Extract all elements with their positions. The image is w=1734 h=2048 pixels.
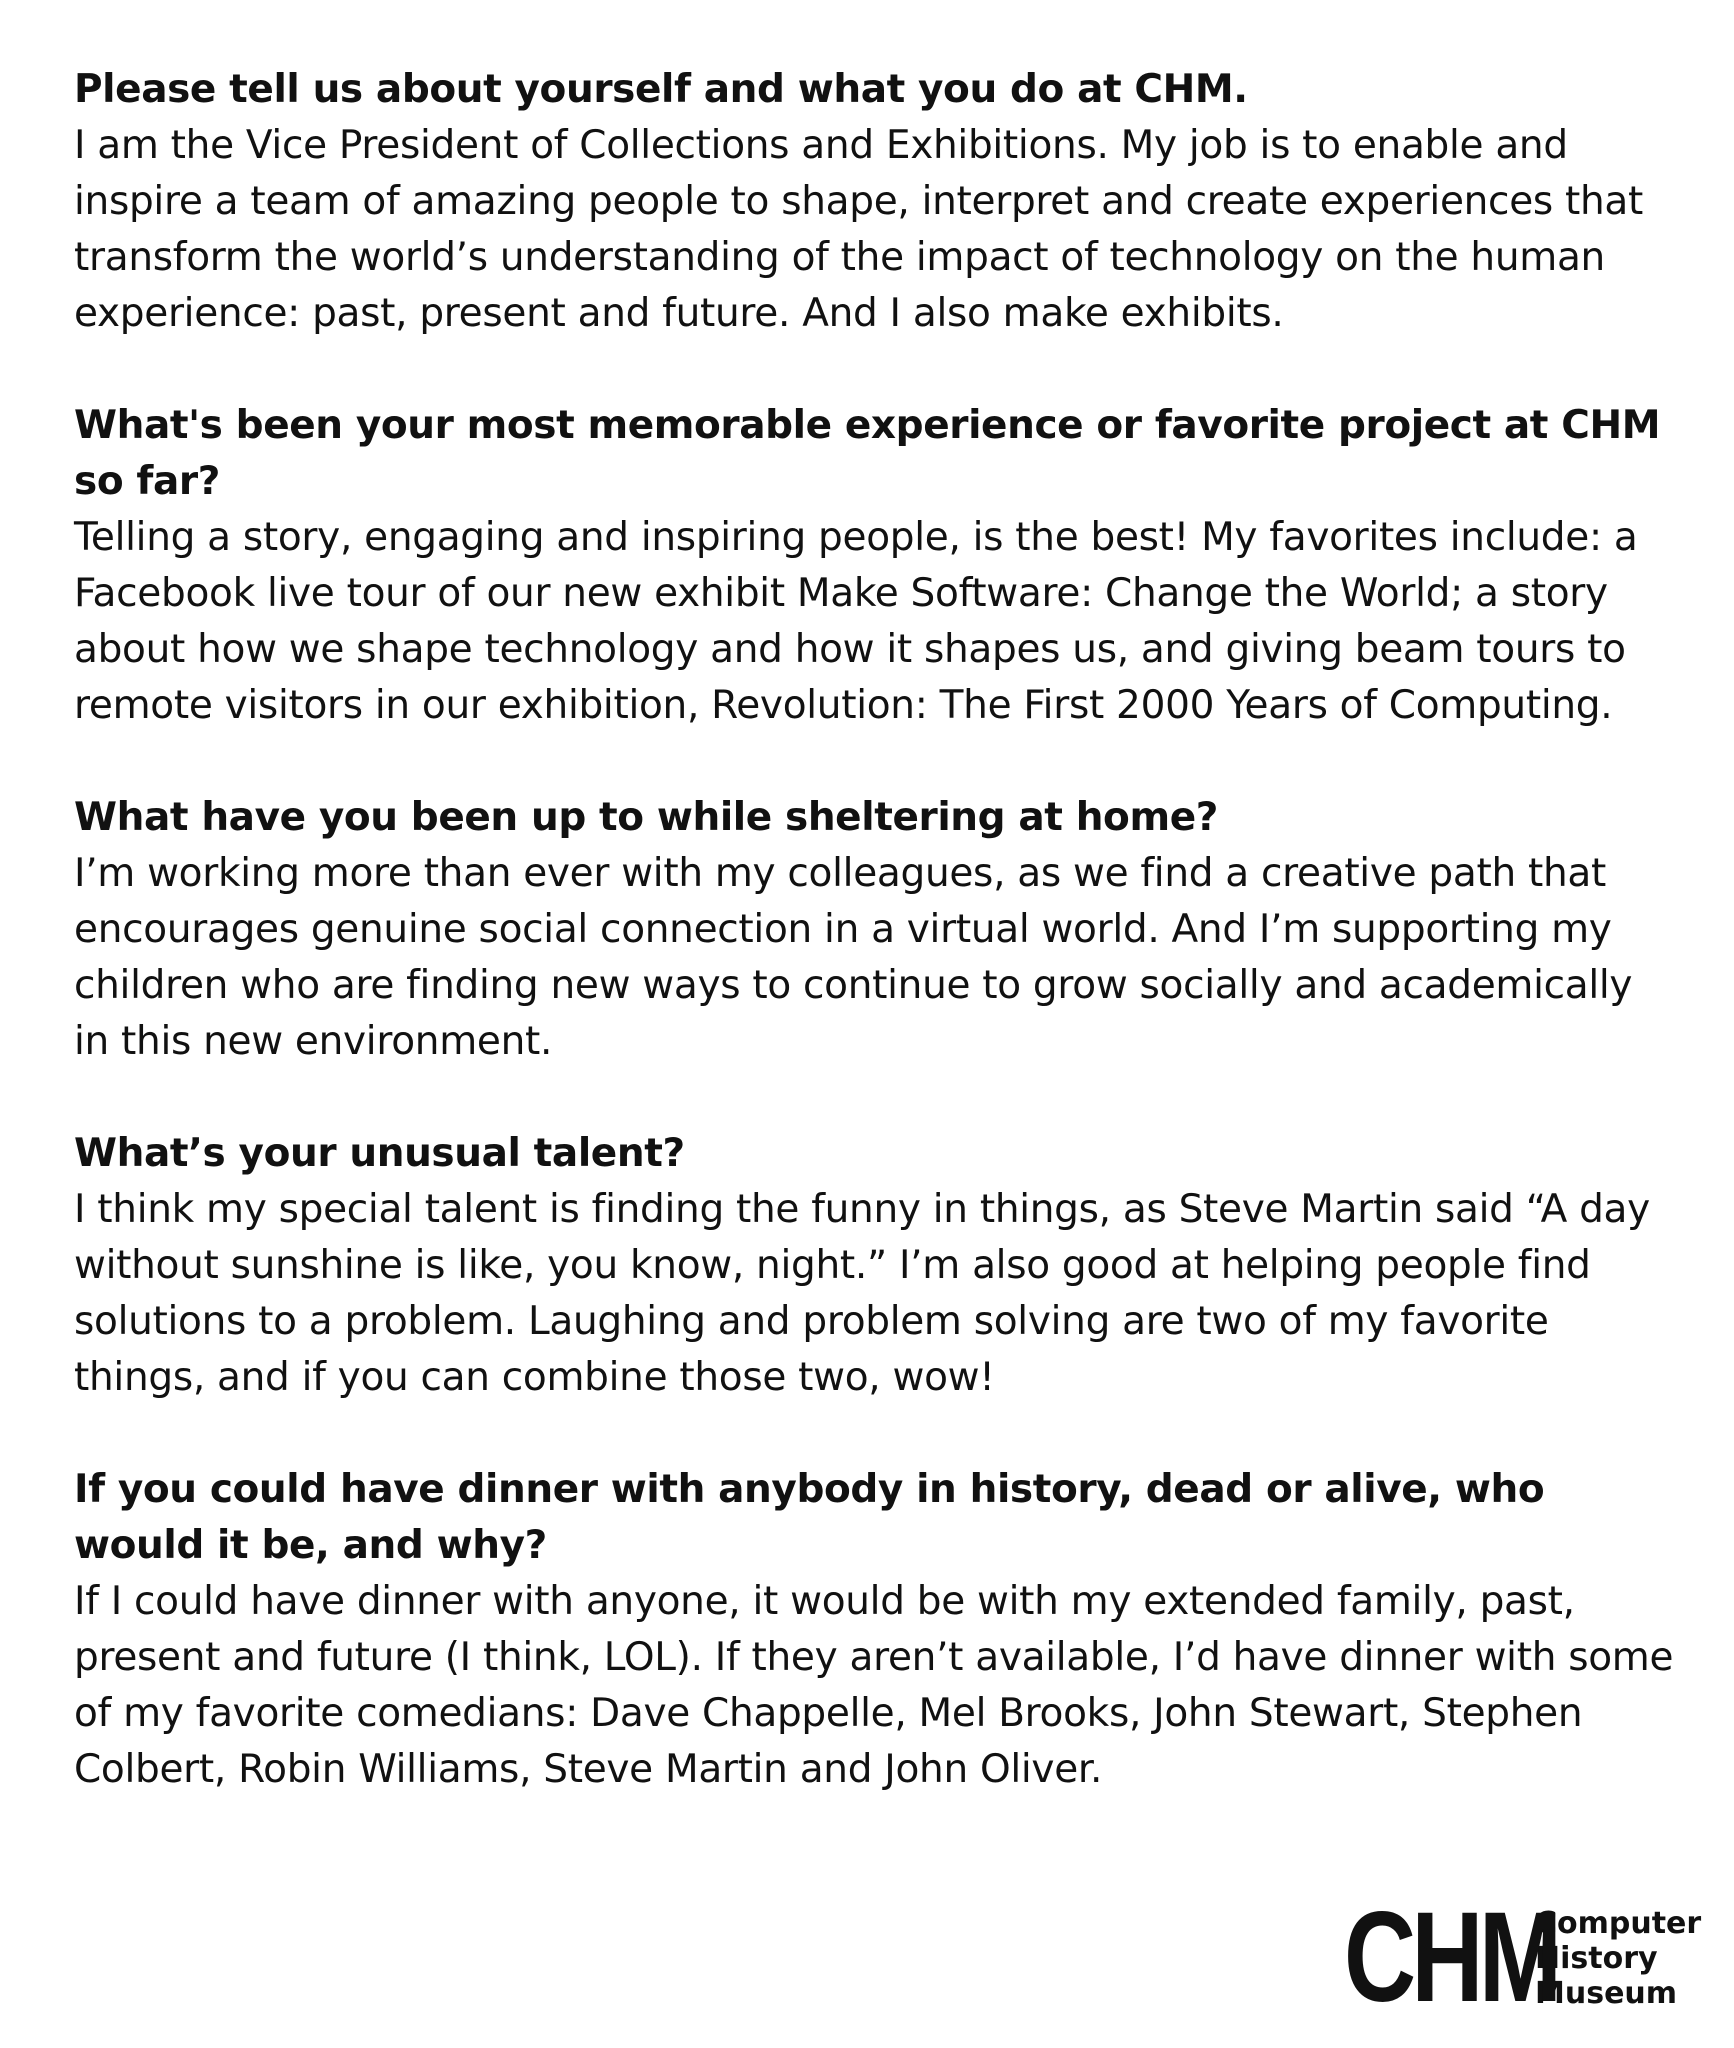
logo-line-museum: Museum: [1535, 1975, 1678, 2011]
logo-line-history: History: [1535, 1940, 1658, 1976]
answer: If I could have dinner with anyone, it would be with my extended family, past, present and future (I think, LOL). If they aren’t available, I’d have dinner with some of my favorite comedians: Dave Chappelle, Mel Brooks, John Stewart, Stephen Colbert, Robin Williams, Steve Martin and John Oliver.: [74, 1579, 1674, 1792]
question: What’s your unusual talent?: [74, 1131, 685, 1176]
chm-logo: [1344, 1886, 1702, 2029]
question: What have you been up to while sheltering at home?: [74, 795, 1218, 840]
logo-wordmark: [1535, 1906, 1701, 2011]
qa-item-dinner-with-anybody: [74, 1462, 1674, 1798]
logo-mark: CHM: [1344, 1886, 1558, 2029]
qa-item-sheltering-at-home: [74, 790, 1674, 1070]
qa-item-memorable-experience: [74, 398, 1674, 734]
logo-line-computer: Computer: [1535, 1905, 1702, 1941]
question: What's been your most memorable experience or favorite project at CHM so far?: [74, 403, 1661, 504]
answer: I am the Vice President of Collections and Exhibitions. My job is to enable and inspire a team of amazing people to shape, interpret and create experiences that transform the world’s understanding of the impact of technology on the human experience: past, present and future. And I also make exhibits.: [74, 123, 1644, 336]
answer: I think my special talent is finding the funny in things, as Steve Martin said “A day without sunshine is like, you know, night.” I’m also good at helping people find solutions to a problem. Laughing and problem solving are two of my favorite things, and if you can combine those two, wow!: [74, 1187, 1650, 1400]
qa-list: [74, 62, 1674, 1854]
answer: Telling a story, engaging and inspiring people, is the best! My favorites include: a Facebook live tour of our new exhibit Make Software: Change the World; a story about how we shape technology and how it shapes us, and giving beam tours to remote visitors in our exhibition, Revolution: The First 2000 Years of Computing.: [74, 515, 1638, 728]
answer: I’m working more than ever with my colleagues, as we find a creative path that encourages genuine social connection in a virtual world. And I’m supporting my children who are finding new ways to continue to grow socially and academically in this new environment.: [74, 851, 1633, 1064]
qa-item-about-yourself: [74, 62, 1674, 342]
question: If you could have dinner with anybody in history, dead or alive, who would it be, and why?: [74, 1467, 1545, 1568]
qa-item-unusual-talent: [74, 1126, 1674, 1406]
question: Please tell us about yourself and what you do at CHM.: [74, 67, 1248, 112]
